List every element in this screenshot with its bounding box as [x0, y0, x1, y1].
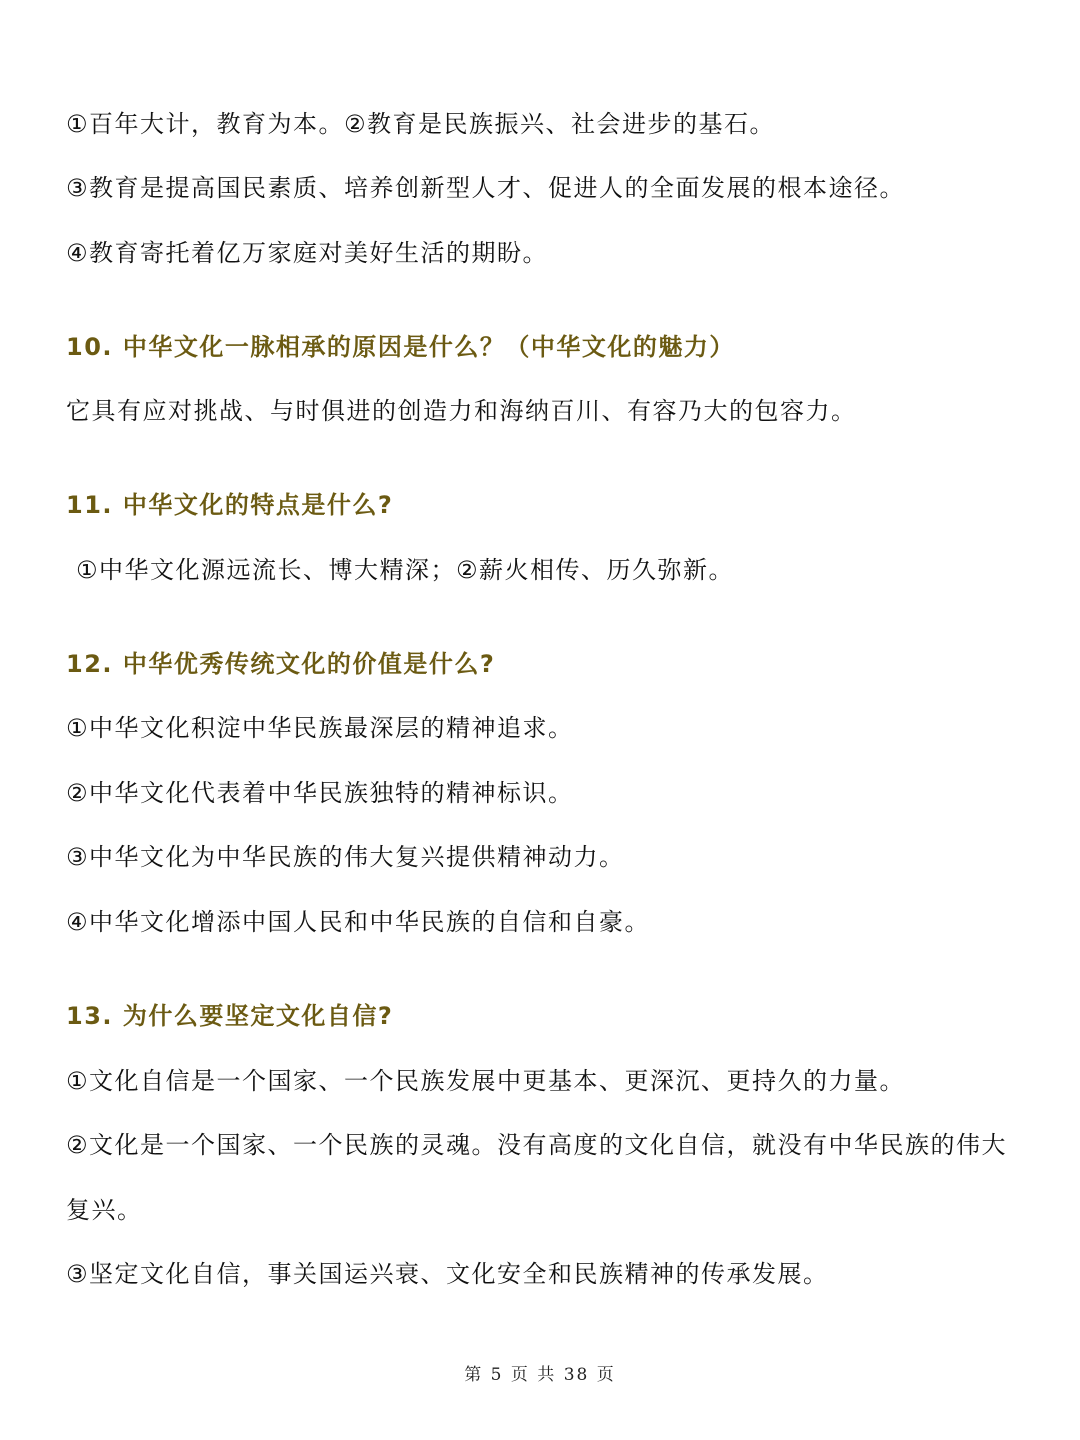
- education-line-2: ③教育是提高国民素质、培养创新型人才、促进人的全面发展的根本途径。: [66, 174, 906, 202]
- question-13-answer-1: ①文化自信是一个国家、一个民族发展中更基本、更深沉、更持久的力量。: [66, 1067, 906, 1095]
- page-number-footer: 第 5 页 共 38 页: [464, 1365, 616, 1385]
- question-13-answer-2-continued: 复兴。: [66, 1196, 143, 1224]
- question-10-answer: 它具有应对挑战、与时俱进的创造力和海纳百川、有容乃大的包容力。: [66, 397, 857, 425]
- education-line-3: ④教育寄托着亿万家庭对美好生活的期盼。: [66, 239, 549, 267]
- education-line-1: ①百年大计，教育为本。②教育是民族振兴、社会进步的基石。: [66, 110, 776, 138]
- question-12-answer-3: ③中华文化为中华民族的伟大复兴提供精神动力。: [66, 843, 625, 871]
- question-13-answer-3: ③坚定文化自信，事关国运兴衰、文化安全和民族精神的传承发展。: [66, 1260, 829, 1288]
- question-13-heading: 13. 为什么要坚定文化自信?: [66, 1002, 394, 1030]
- question-11-heading: 11. 中华文化的特点是什么?: [66, 491, 394, 519]
- question-10-heading: 10. 中华文化一脉相承的原因是什么？（中华文化的魅力）: [66, 333, 735, 361]
- question-12-answer-2: ②中华文化代表着中华民族独特的精神标识。: [66, 779, 574, 807]
- question-13-answer-2: ②文化是一个国家、一个民族的灵魂。没有高度的文化自信，就没有中华民族的伟大: [66, 1131, 1008, 1159]
- question-11-answer: ①中华文化源远流长、博大精深；②薪火相传、历久弥新。: [76, 556, 735, 584]
- question-12-heading: 12. 中华优秀传统文化的价值是什么?: [66, 650, 496, 678]
- question-12-answer-4: ④中华文化增添中国人民和中华民族的自信和自豪。: [66, 908, 651, 936]
- question-12-answer-1: ①中华文化积淀中华民族最深层的精神追求。: [66, 714, 574, 742]
